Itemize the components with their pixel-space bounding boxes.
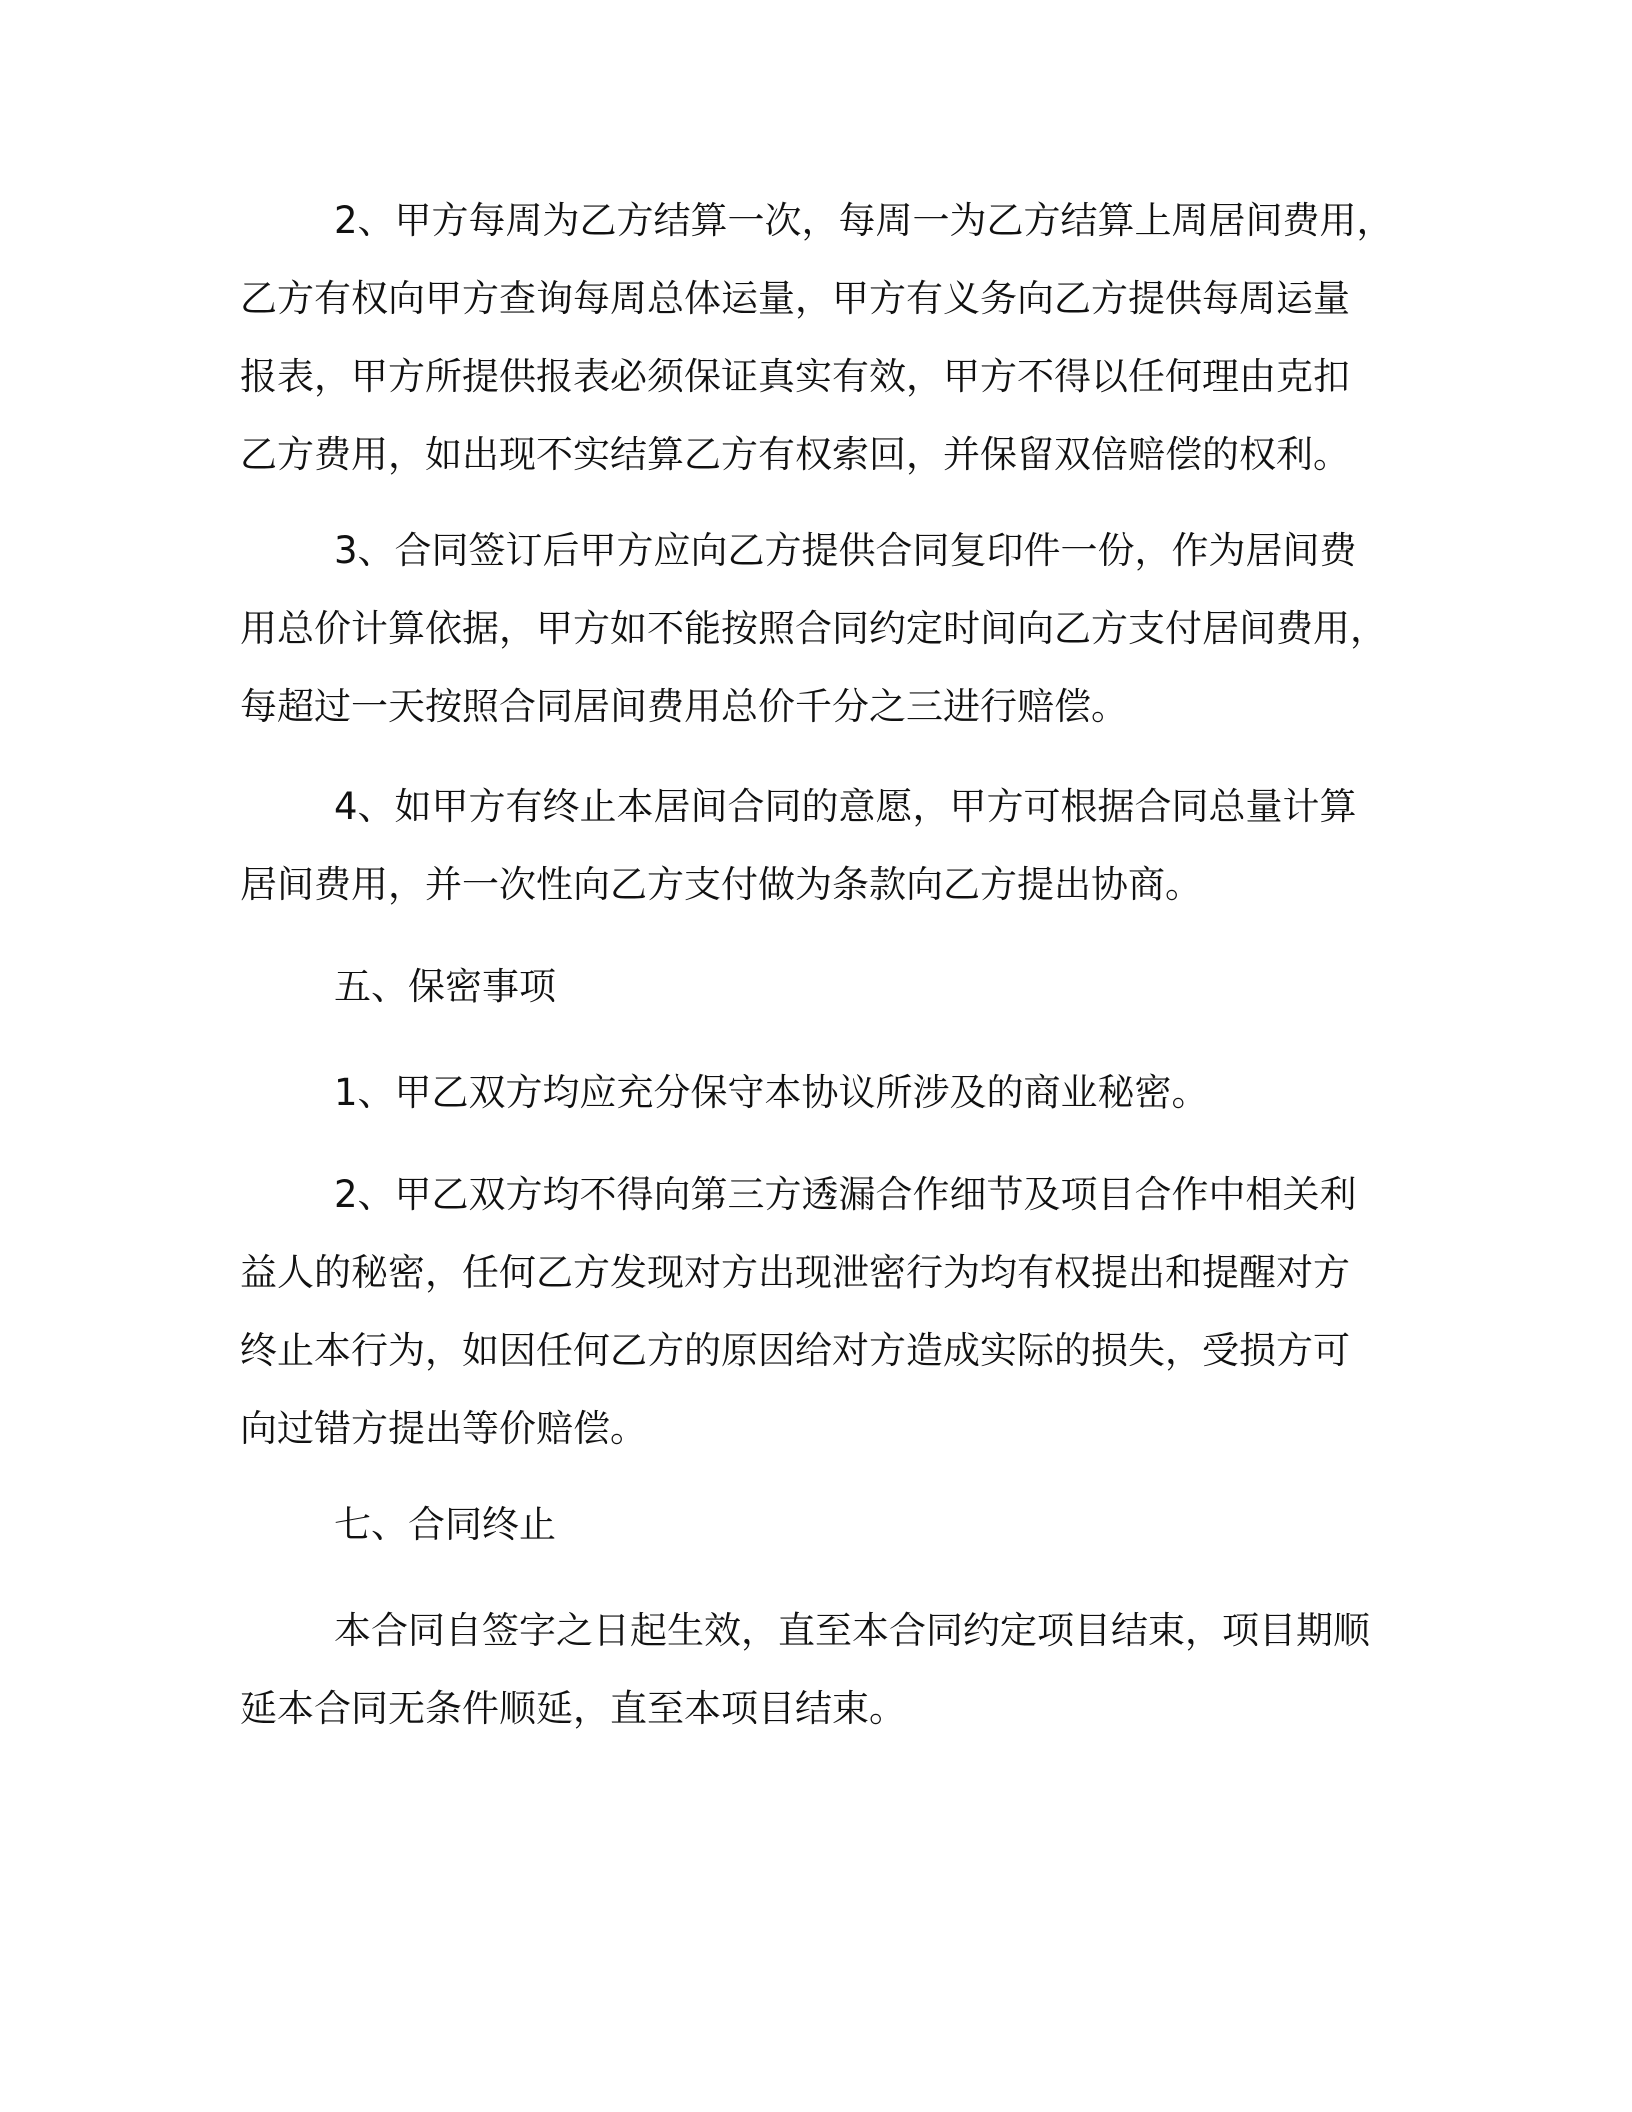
clause-4-2-line-4: 乙方费用，如出现不实结算乙方有权索回，并保留双倍赔偿的权利。 [240,433,1350,476]
clause-5-2-line-2: 益人的秘密，任何乙方发现对方出现泄密行为均有权提出和提醒对方 [240,1251,1350,1294]
clause-5-1-line-1: 1、甲乙双方均应充分保守本协议所涉及的商业秘密。 [334,1071,1209,1114]
clause-4-3-line-2: 用总价计算依据，甲方如不能按照合同约定时间向乙方支付居间费用， [240,607,1387,650]
clause-4-4-line-2: 居间费用，并一次性向乙方支付做为条款向乙方提出协商。 [240,863,1202,906]
clause-4-2-line-2: 乙方有权向甲方查询每周总体运量，甲方有义务向乙方提供每周运量 [240,277,1350,320]
clause-4-4-line-1: 4、如甲方有终止本居间合同的意愿，甲方可根据合同总量计算 [334,785,1357,828]
termination-clause-line-2: 延本合同无条件顺延，直至本项目结束。 [240,1687,906,1730]
section-heading-confidentiality: 五、保密事项 [334,965,556,1008]
clause-4-2-line-1: 2、甲方每周为乙方结算一次，每周一为乙方结算上周居间费用， [334,199,1394,242]
clause-4-3-line-1: 3、合同签订后甲方应向乙方提供合同复印件一份，作为居间费 [334,529,1357,572]
clause-5-2-line-3: 终止本行为，如因任何乙方的原因给对方造成实际的损失，受损方可 [240,1329,1350,1372]
termination-clause-line-1: 本合同自签字之日起生效，直至本合同约定项目结束，项目期顺 [334,1609,1370,1652]
clause-5-2-line-4: 向过错方提出等价赔偿。 [240,1407,647,1450]
section-heading-termination: 七、合同终止 [334,1503,556,1546]
clause-4-3-line-3: 每超过一天按照合同居间费用总价千分之三进行赔偿。 [240,685,1128,728]
clause-5-2-line-1: 2、甲乙双方均不得向第三方透漏合作细节及项目合作中相关利 [334,1173,1357,1216]
clause-4-2-line-3: 报表，甲方所提供报表必须保证真实有效，甲方不得以任何理由克扣 [240,355,1350,398]
